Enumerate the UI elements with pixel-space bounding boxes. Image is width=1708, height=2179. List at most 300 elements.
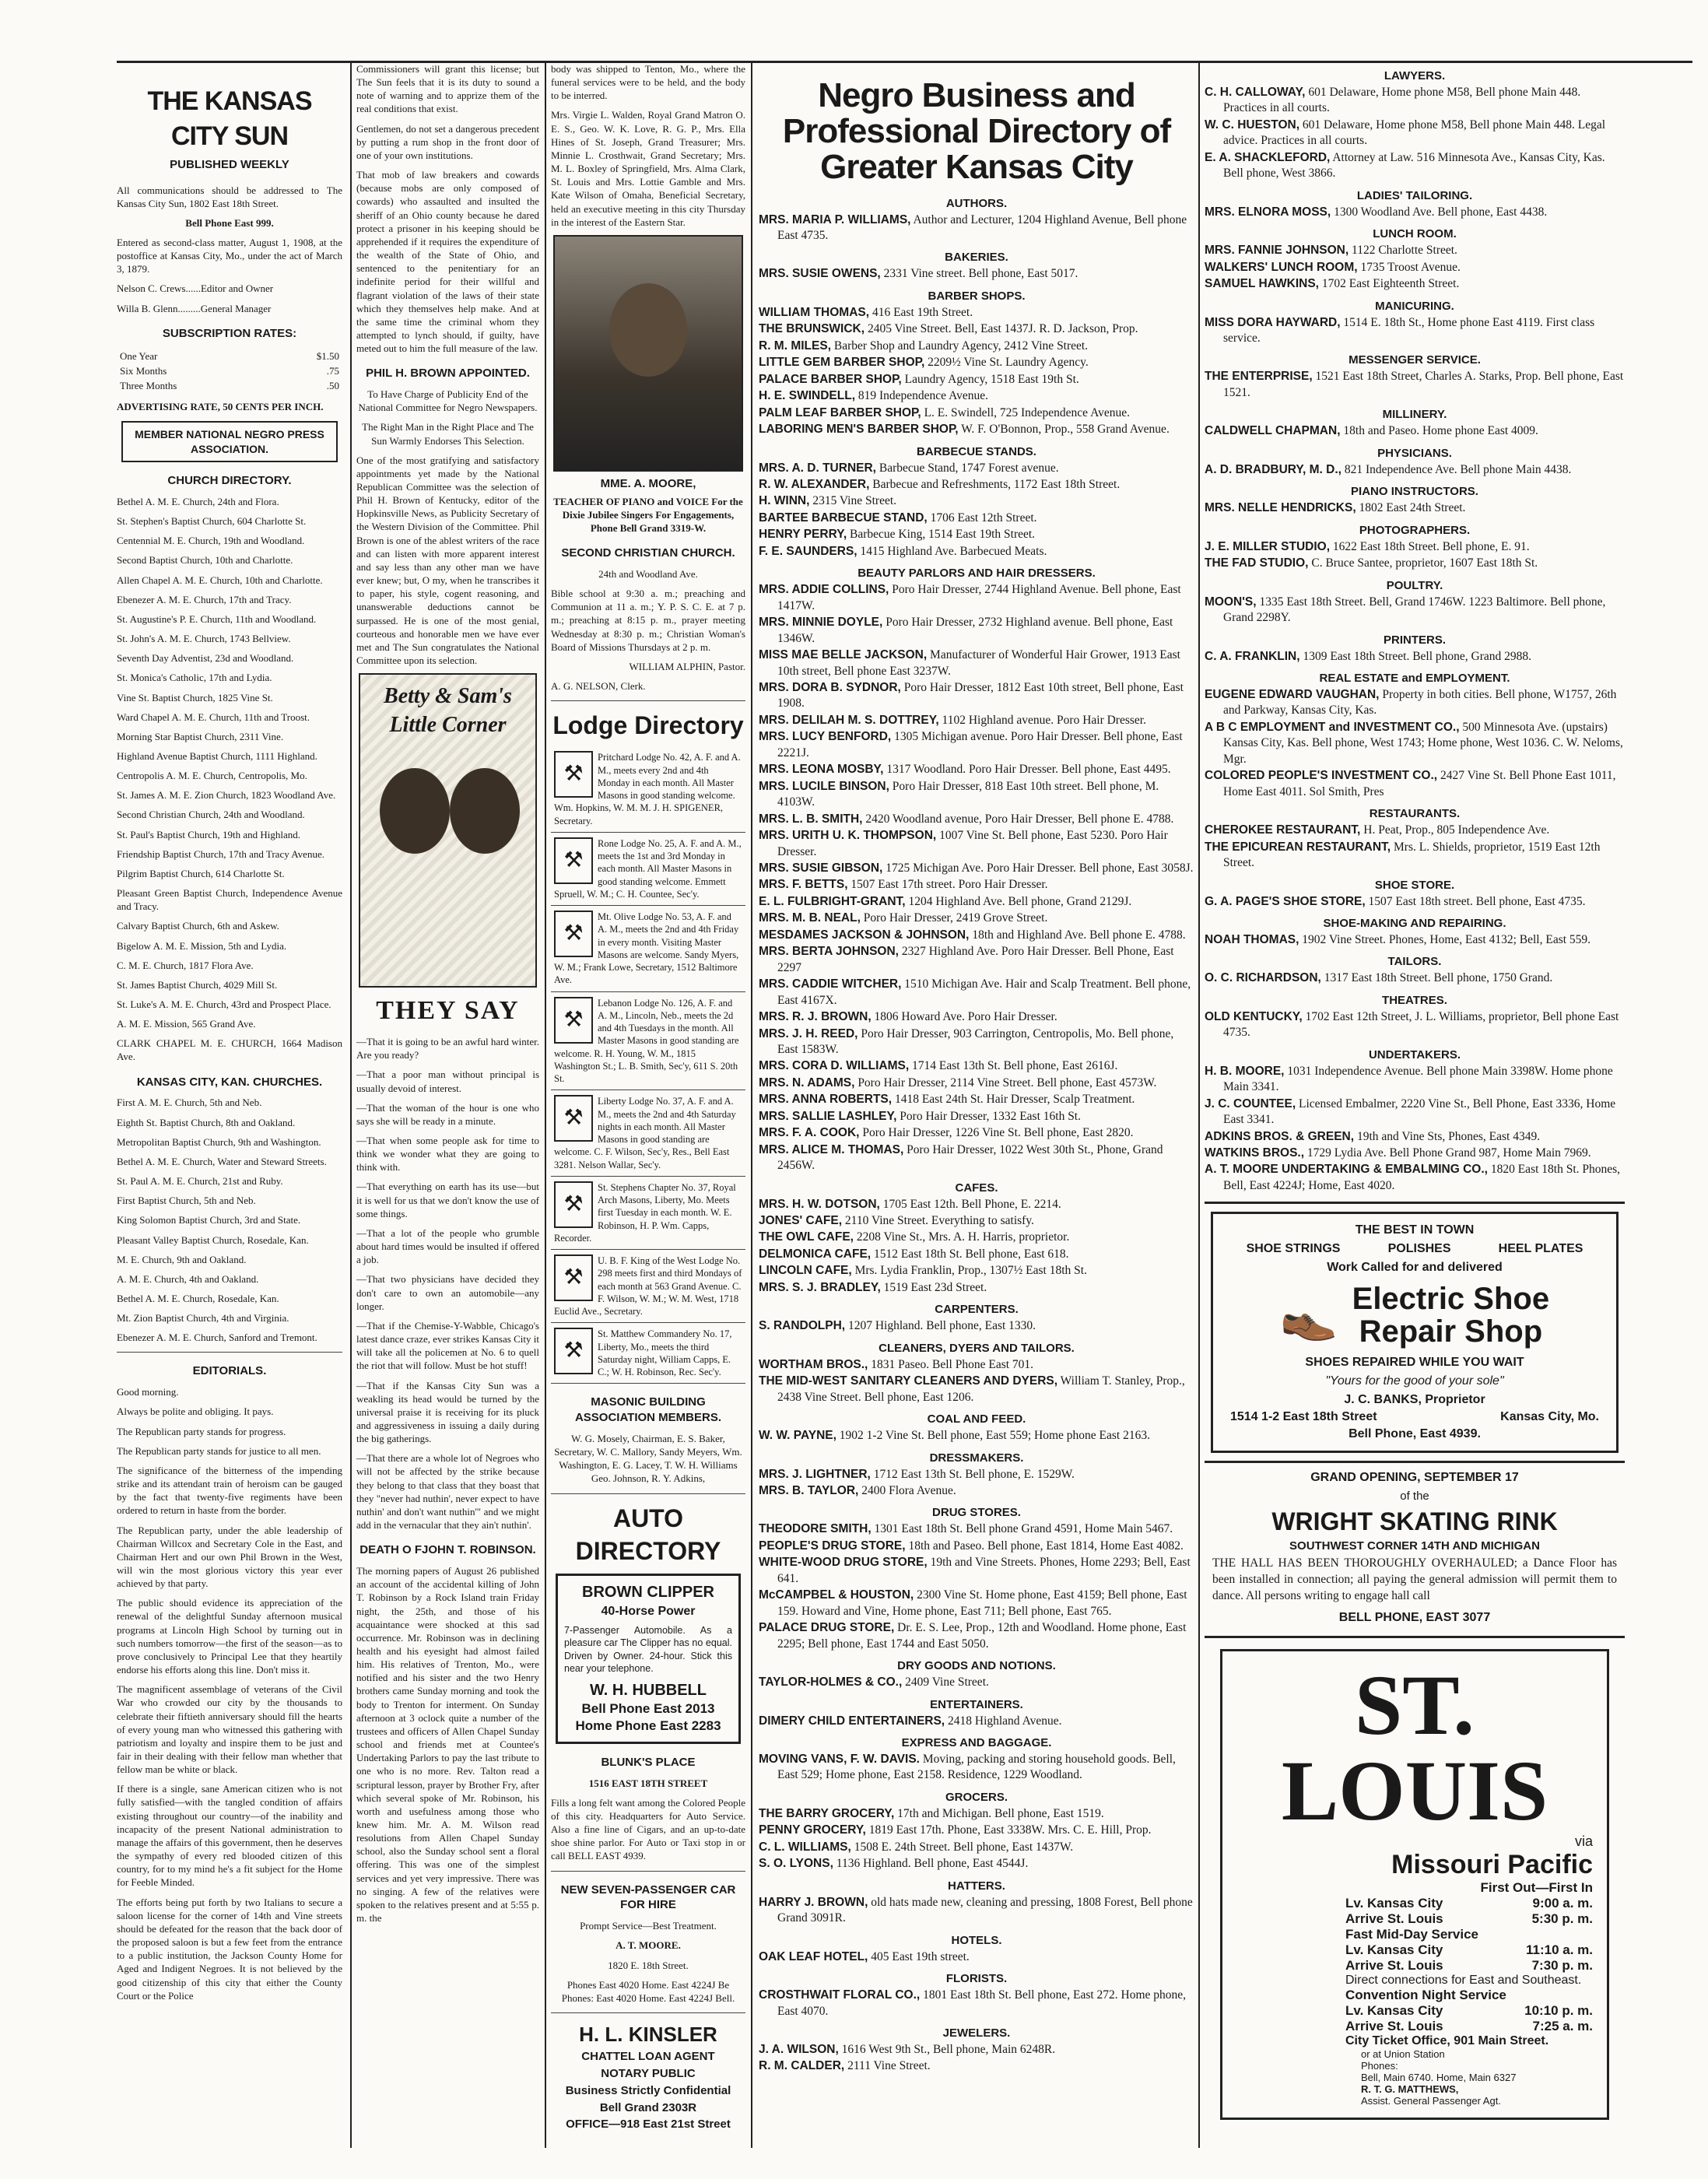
directory-entry bbox=[759, 321, 1194, 337]
entry-detail: 17th and Michigan. Bell phone, East 1519. bbox=[894, 1806, 1104, 1820]
entry-detail: 1702 East 12th Street, J. L. Williams, proprietor, Bell phone East 4735. bbox=[1223, 1009, 1619, 1040]
pastor: WILLIAM ALPHIN, Pastor. bbox=[629, 660, 745, 672]
appoint-body: One of the most gratifying and satisfactory appointments yet made by the National Republican Committee was the selection of Phil H. Brown of Kentucky, editor of the Hopkinsville News, as Publicity Secretary of the Western Division of the Committee. Phil Brown is one of the ablest writers of the race and can listen with more apparent interest and say less than any other man we have ever knew; but, O my, when he transcribes it to paper, his style, cogent reasoning, and unanswerable deductions cannot be surpassed. He is one of the most genial, courteous and honorable men we have ever met and The Sun congratulates the National Committee upon its selection. bbox=[356, 454, 539, 667]
lodge-entry bbox=[551, 746, 745, 833]
entry-detail: Dr. E. S. Lee, Prop., 12th and Woodland. Home phone, East 2295; Bell phone, East 1744 and East 5050. bbox=[777, 1621, 1187, 1651]
directory-category: BARBER SHOPS. bbox=[928, 289, 1026, 303]
directory-entry bbox=[759, 1374, 1194, 1405]
church-item: Allen Chapel A. M. E. Church, 10th and Charlotte. bbox=[117, 574, 323, 586]
shoe-repaired: SHOES REPAIRED WHILE YOU WAIT bbox=[1305, 1356, 1524, 1370]
they-say-list bbox=[356, 1035, 539, 1532]
entry-name: SAMUEL HAWKINS, bbox=[1205, 277, 1319, 291]
rink-corner: SOUTHWEST CORNER 14TH AND MICHIGAN bbox=[1289, 1539, 1540, 1553]
entry-detail: Mrs. L. Shields, proprietor, 1519 East 12th Street. bbox=[1223, 840, 1601, 870]
entry-name: MRS. CADDIE WITCHER, bbox=[759, 977, 902, 991]
entry-detail: Barbecue Stand, 1747 Forest avenue. bbox=[875, 461, 1059, 475]
schedule-time: 7:25 a. m. bbox=[1532, 2019, 1593, 2034]
masonic-emblem-icon: ⚒ bbox=[554, 1095, 593, 1142]
mopac-note: Direct connections for East and Southeast. bbox=[1345, 1974, 1582, 1988]
directory-entry bbox=[759, 1318, 1194, 1334]
column-rule bbox=[350, 62, 352, 2148]
column-3 bbox=[551, 62, 745, 2134]
directory-category: EXPRESS AND BAGGAGE. bbox=[901, 1736, 1052, 1749]
entry-name: C. H. CALLOWAY, bbox=[1205, 86, 1306, 99]
entry-name: PEOPLE'S DRUG STORE, bbox=[759, 1539, 906, 1553]
entry-name: MRS. B. TAYLOR, bbox=[759, 1484, 859, 1498]
entry-name: MRS. SUSIE OWENS, bbox=[759, 267, 881, 281]
they-say-item: —That two physicians have decided they don't care to own an automobile—any longer. bbox=[356, 1273, 539, 1312]
directory-entry bbox=[759, 2042, 1194, 2058]
entry-detail: C. Bruce Santee, proprietor, 1607 East 18th St. bbox=[1308, 556, 1538, 570]
shoe-motto: "Yours for the good of your sole" bbox=[1325, 1374, 1504, 1388]
entry-detail: Poro Hair Dresser, 2732 Highland avenue. Bell phone, East 1346W. bbox=[777, 616, 1173, 645]
directory-entry bbox=[1205, 423, 1625, 439]
directory-entry bbox=[1205, 556, 1625, 571]
they-say-item: —That it is going to be an awful hard winter. Are you ready? bbox=[356, 1036, 539, 1061]
schedule-label: Lv. Kansas City bbox=[1345, 2003, 1443, 2019]
missouri-pacific-ad bbox=[1220, 1649, 1609, 2120]
entry-detail: 1819 East 17th. Phone, East 3338W. Mrs. C. E. Hill, Prop. bbox=[865, 1823, 1152, 1837]
rink-open: GRAND OPENING, SEPTEMBER 17 bbox=[1310, 1471, 1519, 1485]
mopac-union: or at Union Station bbox=[1361, 2048, 1445, 2061]
entry-name: W. W. PAYNE, bbox=[759, 1429, 836, 1443]
directory-entry bbox=[1205, 260, 1625, 275]
second-christian-heading: SECOND CHRISTIAN CHURCH. bbox=[561, 546, 735, 560]
kinsler-bell: Bell Grand 2303R bbox=[599, 2100, 697, 2114]
entry-detail: L. E. Swindell, 725 Independence Avenue. bbox=[921, 405, 1131, 419]
kinsler-notary: NOTARY PUBLIC bbox=[601, 2067, 696, 2081]
rate-value: .75 bbox=[326, 364, 339, 377]
entry-detail: Poro Hair Dresser, 903 Carrington, Centropolis, Mo. Bell phone, East 1583W. bbox=[777, 1026, 1174, 1056]
directory-category: PHYSICIANS. bbox=[1377, 446, 1452, 460]
masonic-emblem-icon: ⚒ bbox=[554, 1181, 593, 1228]
entry-name: THE OWL CAFE, bbox=[759, 1230, 854, 1244]
staff-line: Nelson C. Crews......Editor and Owner bbox=[117, 282, 274, 295]
entry-detail: Barber Shop and Laundry Agency, 2412 Vine Street. bbox=[831, 339, 1089, 353]
directory-category: BARBECUE STANDS. bbox=[917, 444, 1036, 458]
column-masthead bbox=[117, 62, 342, 2009]
entry-name: MRS. LUCILE BINSON, bbox=[759, 779, 889, 793]
entry-detail: 416 East 19th Street. bbox=[869, 305, 973, 319]
entry-name: MRS. N. ADAMS, bbox=[759, 1075, 855, 1090]
entry-name: F. E. SAUNDERS, bbox=[759, 544, 858, 558]
directory-entry bbox=[759, 1467, 1194, 1482]
directory-entry bbox=[759, 762, 1194, 777]
moore-body: Prompt Service—Best Treatment. bbox=[580, 1920, 717, 1932]
directory-entry bbox=[759, 828, 1194, 860]
entry-detail: 821 Independence Ave. Bell phone Main 4438. bbox=[1341, 462, 1572, 476]
entry-name: H. E. SWINDELL, bbox=[759, 389, 855, 403]
directory-entry bbox=[759, 527, 1194, 542]
entry-name: MRS. L. B. SMITH, bbox=[759, 812, 863, 826]
entry-name: A. T. MOORE UNDERTAKING & EMBALMING CO., bbox=[1205, 1163, 1488, 1177]
entry-detail: Poro Hair Dresser, 1332 East 16th St. bbox=[896, 1109, 1081, 1123]
directory-entry bbox=[1205, 243, 1625, 258]
directory-entry bbox=[1205, 315, 1625, 347]
they-say-item: —That when some people ask for time to think we wonder what they are going to think with. bbox=[356, 1135, 539, 1174]
portrait-photo bbox=[553, 235, 743, 472]
entry-name: S. RANDOLPH, bbox=[759, 1319, 846, 1333]
entry-name: MRS. SUSIE GIBSON, bbox=[759, 861, 883, 875]
entry-name: WALKERS' LUNCH ROOM, bbox=[1205, 260, 1358, 274]
directory-entry bbox=[759, 1714, 1194, 1729]
rink-body: THE HALL HAS BEEN THOROUGHLY OVERHAULED; a Dance Floor has been installed in connection; all paying the general admission will permit them to dance. All persons writing to engage hall call bbox=[1212, 1556, 1617, 1603]
entry-name: O. C. RICHARDSON, bbox=[1205, 971, 1321, 985]
entered-note: Entered as second-class matter, August 1, 1908, at the postoffice at Kansas City, Mo., under the act of March 3, 1879. bbox=[117, 237, 342, 275]
entry-name: A. D. BRADBURY, M. D., bbox=[1205, 462, 1341, 476]
entry-name: LINCOLN CAFE, bbox=[759, 1264, 852, 1278]
directory-entry bbox=[759, 266, 1194, 282]
entry-detail: 2209½ Vine St. Laundry Agency. bbox=[924, 356, 1089, 370]
directory-entry bbox=[1205, 85, 1625, 117]
they-say-item: —That there are a whole lot of Negroes who will not be affected by the strike because they belong to that class that they boast that they "never had nuthin', never expect to have nuthin' and don't want nuthin'" and we might add in the vernacular that they ain't nuthin'. bbox=[356, 1452, 539, 1532]
church-item: Morning Star Baptist Church, 2311 Vine. bbox=[117, 730, 284, 742]
directory-category: DRY GOODS AND NOTIONS. bbox=[897, 1659, 1056, 1673]
kck-church-item: St. Paul A. M. E. Church, 21st and Ruby. bbox=[117, 1175, 283, 1188]
entry-name: MRS. J. H. REED, bbox=[759, 1026, 858, 1040]
church-item: Ward Chapel A. M. E. Church, 11th and Troost. bbox=[117, 711, 310, 723]
entry-name: THE BRUNSWICK, bbox=[759, 322, 865, 336]
lodge-text: Lebanon Lodge No. 126, A. F. and A. M., Lincoln, Neb., meets the 2d and 4th Tuesdays in the month. All Master Masons in good standing are welcome. R. H. Young, W. M., 1815 Washington St.; L. B. Smith, Sec'y, 611 S. 20th St. bbox=[554, 997, 739, 1085]
directory-entry bbox=[1205, 687, 1625, 719]
entry-name: MISS DORA HAYWARD, bbox=[1205, 315, 1341, 329]
entry-name: MRS. URITH U. K. THOMPSON, bbox=[759, 829, 937, 843]
directory-entry bbox=[759, 1521, 1194, 1537]
directory-entry bbox=[1205, 823, 1625, 838]
directory-category: LADIES' TAILORING. bbox=[1356, 188, 1473, 202]
entry-detail: William T. Stanley, Prop., 2438 Vine Street. Bell phone, East 1206. bbox=[777, 1374, 1185, 1404]
entry-name: OLD KENTUCKY, bbox=[1205, 1009, 1303, 1023]
kck-heading: KANSAS CITY, KAN. CHURCHES. bbox=[136, 1075, 323, 1089]
blunk-address: 1516 EAST 18TH STREET bbox=[588, 1777, 708, 1789]
entry-name: W. C. HUESTON, bbox=[1205, 118, 1300, 132]
kck-church-item: Ebenezer A. M. E. Church, Sanford and Tremont. bbox=[117, 1332, 317, 1344]
schedule-label: Arrive St. Louis bbox=[1345, 1958, 1443, 1974]
kck-church-item: M. E. Church, 9th and Oakland. bbox=[117, 1253, 247, 1265]
church-item: St. Paul's Baptist Church, 19th and Highland. bbox=[117, 828, 300, 840]
entry-detail: 2315 Vine Street. bbox=[809, 494, 897, 508]
directory-entry bbox=[759, 1026, 1194, 1058]
entry-detail: 2300 Vine St. Home phone, East 4159; Bell phone, East 159. Howard and Vine, Home phone, East 711; Bell phone, East 765. bbox=[777, 1588, 1187, 1618]
masonic-emblem-icon: ⚒ bbox=[554, 1328, 593, 1374]
staff-line: Willa B. Glenn.........General Manager bbox=[117, 302, 272, 314]
directory-entry bbox=[759, 1058, 1194, 1074]
entry-name: MRS. F. BETTS, bbox=[759, 878, 848, 892]
they-say-item: —That if the Kansas City Sun was a weakling its head would be turned by the universal praise it is receiving for its pluck and aggressiveness in issuing a daily during the big gatherings. bbox=[356, 1379, 539, 1445]
entry-name: MRS. DORA B. SYDNOR, bbox=[759, 680, 901, 694]
entry-detail: 1801 East 18th St. Bell phone, East 272. Home phone, East 4070. bbox=[777, 1988, 1187, 2018]
entry-detail: Poro Hair Dresser, 2114 Vine Street. Bell phone, East 4573W. bbox=[854, 1075, 1157, 1090]
church-item: St. Monica's Catholic, 17th and Lydia. bbox=[117, 672, 272, 684]
lodge-entry bbox=[551, 1177, 745, 1250]
entry-detail: 819 Independence Avenue. bbox=[855, 389, 989, 403]
directory-entry bbox=[759, 1230, 1194, 1245]
directory-entry bbox=[759, 680, 1194, 712]
lodge-entry bbox=[551, 1323, 745, 1384]
editorial-paragraph: The efforts being put forth by two Italians to secure a saloon license for the corner of 14th and Vine streets should be defeated for the reason that the back door of the proposed saloon is but a few feet from the entrance to a public institution, the Jackson County Home for Aged and Indigent Negroes. It is not believed by the good citizenship of this city that either the County Court or the Police bbox=[117, 1896, 342, 2002]
editorial-paragraph: Always be polite and obliging. It pays. bbox=[117, 1405, 274, 1418]
photo-sub: TEACHER OF PIANO and VOICE For the Dixie Jubilee Singers For Engagements, Phone Bell Grand 3319-W. bbox=[553, 495, 743, 534]
entry-name: THE FAD STUDIO, bbox=[1205, 556, 1309, 570]
schedule-row bbox=[1345, 1958, 1593, 1974]
entry-detail: 1204 Highland Ave. Bell phone, Grand 2129J. bbox=[905, 894, 1132, 908]
entry-name: MRS. S. J. BRADLEY, bbox=[759, 1280, 881, 1294]
lodge-directory-heading: Lodge Directory bbox=[552, 711, 744, 740]
auto-directory-heading: AUTO DIRECTORY bbox=[575, 1504, 721, 1565]
they-say-item: —That everything on earth has its use—but it is well for us that we don't know the use of some things. bbox=[356, 1181, 539, 1219]
shoe-addr: 1514 1-2 East 18th Street bbox=[1230, 1410, 1377, 1424]
mopac-schedule-2 bbox=[1345, 2003, 1593, 2034]
directory-entry bbox=[1205, 462, 1625, 478]
entry-detail: 1714 East 13th St. Bell phone, East 2616J. bbox=[909, 1059, 1118, 1073]
entry-detail: 1507 East 17th street. Poro Hair Dresser. bbox=[847, 878, 1048, 892]
church-item: St. Luke's A. M. E. Church, 43rd and Prospect Place. bbox=[117, 998, 331, 1011]
directory-entry bbox=[759, 1213, 1194, 1229]
directory-entry bbox=[1205, 539, 1625, 555]
appoint-sub: To Have Charge of Publicity End of the National Committee for Negro Newspapers. bbox=[358, 388, 538, 414]
they-say-item: —That a poor man without principal is usually devoid of interest. bbox=[356, 1068, 539, 1094]
entry-name: R. W. ALEXANDER, bbox=[759, 478, 870, 491]
entry-name: JONES' CAFE, bbox=[759, 1214, 843, 1228]
directory-entry bbox=[759, 729, 1194, 761]
rate-value: $1.50 bbox=[316, 349, 339, 362]
entry-detail: 1507 East 18th street. Bell phone, East 4735. bbox=[1365, 894, 1586, 908]
lodge-text: St. Matthew Commandery No. 17, Liberty, Mo., meets the third Saturday night, William Capps, E. C.; W. H. Robinson, Rec. Sec'y. bbox=[598, 1328, 732, 1378]
directory-entry bbox=[759, 1988, 1194, 2019]
directory-category: PIANO INSTRUCTORS. bbox=[1351, 485, 1478, 499]
directory-entry bbox=[759, 1263, 1194, 1279]
directory-entries bbox=[759, 197, 1194, 2075]
schedule-label: Arrive St. Louis bbox=[1345, 1911, 1443, 1927]
directory-entry bbox=[759, 944, 1194, 976]
directory-entry bbox=[759, 355, 1194, 370]
entry-detail: Property in both cities. Bell phone, W1757, 26th and Parkway, Kansas City, Kas. bbox=[1223, 687, 1617, 718]
entry-detail: 1305 Michigan avenue. Poro Hair Dresser. Bell phone, East 2221J. bbox=[777, 730, 1183, 760]
column-rule bbox=[545, 62, 546, 2148]
entry-detail: 1725 Michigan Ave. Poro Hair Dresser. Bell phone, East 3058J. bbox=[882, 861, 1194, 875]
shoe-repair-ad bbox=[1211, 1212, 1619, 1453]
entry-name: PENNY GROCERY, bbox=[759, 1823, 866, 1837]
hubbell-phone-2: Home Phone East 2283 bbox=[575, 1718, 721, 1734]
shoe-phone: Bell Phone, East 4939. bbox=[1349, 1427, 1481, 1441]
directory-entry bbox=[759, 1539, 1194, 1554]
column-rule bbox=[1198, 62, 1200, 2148]
lodge-text: Mt. Olive Lodge No. 53, A. F. and A. M., meets the 2nd and 4th Friday in every month. Visiting Master Masons are welcome. Sandy Myers, W. M.; Frank Lowe, Secretary, 1512 Baltimore Ave. bbox=[554, 911, 739, 986]
directory-category: MESSENGER SERVICE. bbox=[1349, 353, 1481, 367]
directory-entry bbox=[759, 1125, 1194, 1141]
directory-entry bbox=[759, 1806, 1194, 1822]
column-5 bbox=[1205, 62, 1625, 2131]
directory-entry bbox=[1205, 1162, 1625, 1194]
entry-name: THE EPICUREAN RESTAURANT, bbox=[1205, 840, 1391, 854]
directory-entry bbox=[1205, 1009, 1625, 1041]
brown-clipper-ad bbox=[556, 1574, 741, 1744]
entry-detail: Laundry Agency, 1518 East 19th St. bbox=[901, 372, 1079, 386]
masonic-emblem-icon: ⚒ bbox=[554, 751, 593, 798]
entry-detail: 1705 East 12th. Bell Phone, E. 2214. bbox=[879, 1197, 1061, 1211]
kck-church-item: Metropolitan Baptist Church, 9th and Washington. bbox=[117, 1135, 321, 1148]
entry-name: THE MID-WEST SANITARY CLEANERS AND DYERS, bbox=[759, 1374, 1058, 1388]
directory-category: DRESSMAKERS. bbox=[929, 1451, 1024, 1465]
moore-phones: Phones East 4020 Home. East 4224J Be Phones: East 4020 Home. East 4224J Bell. bbox=[561, 1978, 735, 2004]
entry-detail: Poro Hair Dresser, 2419 Grove Street. bbox=[860, 911, 1048, 925]
kck-church-item: A. M. E. Church, 4th and Oakland. bbox=[117, 1272, 259, 1285]
shoe-prop: J. C. BANKS, Proprietor bbox=[1344, 1393, 1485, 1407]
col2-paragraph: That mob of law breakers and cowards (because mobs are only composed of cowards) who assaulted and insulted the sheriff of an Ohio county because he dared protect a prisoner in his keeping should be apprehended if it requires the expenditure of the wealth of the State of Ohio, and sentenced to the penitentiary for an indefinite period for their willful and flagrant violation of the laws of their state which they themselves help make. And at the same time the criminal whom they attempted to lynch should, if guilty, have meted out to him the full measure of the law. bbox=[356, 169, 539, 355]
entry-detail: 1508 E. 24th Street. Bell phone, East 1437W. bbox=[850, 1840, 1074, 1854]
entry-detail: 1802 East 24th Street. bbox=[1356, 501, 1466, 515]
entry-detail: Attorney at Law. 516 Minnesota Ave., Kansas City, Kas. Bell phone, West 3866. bbox=[1223, 150, 1605, 181]
col3-paragraph: Mrs. Virgie L. Walden, Royal Grand Matron O. E. S., Geo. W. K. Love, R. G. P., Mrs. Ella Hines of St. Joseph, Grand Treasurer; Mrs. Minnie L. Crosthwait, Grand Secretary; Mrs. M. L. Boxley of Springfield, Mrs. Alma Clark, St. Louis and Mrs. Lottie Gamble and Mrs. Kate Wilson of Omaha, Beneficial Secretary, held an executive meeting in this city Thursday in the interest of the Eastern Star. bbox=[551, 109, 745, 228]
entry-detail: 1122 Charlotte Street. bbox=[1349, 244, 1457, 258]
schedule-row bbox=[1345, 2019, 1593, 2034]
church-item: St. Stephen's Baptist Church, 604 Charlotte St. bbox=[117, 515, 307, 528]
entry-detail: 1806 Howard Ave. Poro Hair Dresser. bbox=[871, 1010, 1057, 1024]
mopac-via: via bbox=[1574, 1833, 1593, 1850]
entry-name: MRS. H. W. DOTSON, bbox=[759, 1197, 880, 1211]
directory-category: SHOE-MAKING AND REPAIRING. bbox=[1323, 916, 1506, 930]
photo-caption: MME. A. MOORE, bbox=[600, 476, 696, 490]
lodge-text: Liberty Lodge No. 37, A. F. and A. M., meets the 2nd and 4th Saturday nights in each month. All Master Masons in good standing are welcome. C. F. Wilson, Sec'y, Res., Bell East 3281. Nelson Wallar, Sec'y. bbox=[554, 1096, 736, 1170]
entry-name: OAK LEAF HOTEL, bbox=[759, 1949, 868, 1963]
entry-detail: 2418 Highland Avenue. bbox=[945, 1714, 1062, 1728]
directory-category: THEATRES. bbox=[1382, 993, 1447, 1007]
directory-entry bbox=[759, 305, 1194, 321]
skating-rink-ad bbox=[1205, 1471, 1625, 1625]
directory-entry bbox=[759, 877, 1194, 893]
entry-name: MRS. A. D. TURNER, bbox=[759, 461, 876, 475]
directory-entry bbox=[759, 911, 1194, 926]
directory-entry bbox=[759, 1357, 1194, 1373]
church-item: Bigelow A. M. E. Mission, 5th and Lydia. bbox=[117, 939, 287, 952]
death-heading: DEATH O FJOHN T. ROBINSON. bbox=[359, 1543, 536, 1557]
entry-name: C. A. FRANKLIN, bbox=[1205, 649, 1300, 663]
editorials-heading: EDITORIALS. bbox=[192, 1364, 267, 1378]
phone-note: Bell Phone East 999. bbox=[185, 216, 274, 229]
entry-detail: 2427 Vine St. Bell Phone East 1011, Home East 4011. Sol Smith, Pres bbox=[1223, 769, 1616, 798]
rate-row bbox=[118, 349, 341, 363]
entry-detail: Author and Lecturer, 1204 Highland Avenue, Bell phone East 4735. bbox=[777, 212, 1187, 243]
directory-entry bbox=[759, 1280, 1194, 1296]
schedule-time: 9:00 a. m. bbox=[1532, 1896, 1593, 1911]
editorial-paragraph: The public should evidence its appreciation of the renewal of the delightful Sunday afternoon musical programs at Lincoln High School by turning out in such numbers tomorrow—the first of the season—as to prove conclusively to Principal Lee that they heartily endorse his efforts along this line. Don't miss it. bbox=[117, 1597, 342, 1676]
entry-name: MRS. MINNIE DOYLE, bbox=[759, 616, 883, 630]
entry-name: E. L. FULBRIGHT-GRANT, bbox=[759, 894, 906, 908]
shoe-items bbox=[1222, 1242, 1607, 1256]
masthead-subtitle: PUBLISHED WEEKLY bbox=[170, 157, 289, 171]
directory-entry bbox=[759, 1752, 1194, 1784]
entry-detail: 1007 Vine St. Bell phone, East 5230. Poro Hair Dresser. bbox=[777, 829, 1168, 858]
entry-name: CROSTHWAIT FLORAL CO., bbox=[759, 1988, 921, 2002]
directory-entry bbox=[759, 1620, 1194, 1652]
entry-detail: 1415 Highland Ave. Barbecued Meats. bbox=[857, 544, 1047, 558]
church-item: Vine St. Baptist Church, 1825 Vine St. bbox=[117, 691, 273, 704]
kck-church-item: Bethel A. M. E. Church, Rosedale, Kan. bbox=[117, 1293, 279, 1304]
entry-detail: H. Peat, Prop., 805 Independence Ave. bbox=[1360, 823, 1550, 837]
directory-entry bbox=[1205, 1064, 1625, 1096]
entry-detail: 1706 East 12th Street. bbox=[927, 511, 1037, 525]
entry-detail: Mrs. Lydia Franklin, Prop., 1307½ East 18th St. bbox=[851, 1264, 1087, 1278]
directory-category: UNDERTAKERS. bbox=[1368, 1047, 1461, 1061]
entry-name: A B C EMPLOYMENT and INVESTMENT CO., bbox=[1205, 720, 1460, 734]
directory-entry bbox=[759, 1092, 1194, 1107]
entry-detail: 2111 Vine Street. bbox=[844, 2059, 931, 2073]
directory-entries-continued bbox=[1205, 69, 1625, 1194]
church-item: Centennial M. E. Church, 19th and Woodland. bbox=[117, 535, 305, 547]
editorial-paragraph: The Republican party stands for progress. bbox=[117, 1425, 286, 1437]
entry-detail: 2208 Vine St., Mrs. A. H. Harris, proprietor. bbox=[854, 1230, 1070, 1244]
entry-name: MESDAMES JACKSON & JOHNSON, bbox=[759, 928, 970, 942]
kinsler-sub: CHATTEL LOAN AGENT bbox=[581, 2050, 715, 2064]
directory-entry bbox=[1205, 840, 1625, 872]
directory-entry bbox=[759, 779, 1194, 811]
directory-entry bbox=[759, 1483, 1194, 1499]
directory-entry bbox=[759, 544, 1194, 560]
shoe-title-2: Repair Shop bbox=[1359, 1314, 1543, 1349]
rink-phone: BELL PHONE, EAST 3077 bbox=[1338, 1611, 1491, 1625]
directory-entry bbox=[759, 1840, 1194, 1855]
directory-title: Negro Business and Professional Directory of Greater Kansas City bbox=[782, 76, 1171, 187]
directory-entry bbox=[759, 1142, 1194, 1174]
directory-entry bbox=[1205, 649, 1625, 665]
entry-detail: Licensed Embalmer, 2220 Vine St., Bell Phone, East 3336, Home East 3341. bbox=[1223, 1097, 1616, 1127]
entry-name: MRS. ANNA ROBERTS, bbox=[759, 1093, 893, 1107]
lodge-entry bbox=[551, 833, 745, 906]
entry-detail: 1514 E. 18th St., Home phone East 4119. First class service. bbox=[1223, 315, 1595, 345]
directory-category: GROCERS. bbox=[945, 1790, 1008, 1804]
entry-detail: 2420 Woodland avenue, Poro Hair Dresser, Bell phone E. 4788. bbox=[862, 812, 1174, 826]
directory-category: COAL AND FEED. bbox=[927, 1412, 1026, 1426]
entry-name: MRS. F. A. COOK, bbox=[759, 1126, 860, 1140]
directory-entry bbox=[759, 422, 1194, 437]
directory-entry bbox=[759, 493, 1194, 509]
schedule-row bbox=[1345, 1927, 1593, 1942]
entry-detail: 1831 Paseo. Bell Phone East 701. bbox=[868, 1357, 1034, 1371]
entry-name: MOVING VANS, F. W. DAVIS. bbox=[759, 1753, 920, 1766]
entry-name: MRS. LUCY BENFORD, bbox=[759, 730, 892, 744]
entry-detail: Barbecue and Refreshments, 1172 East 18th Street. bbox=[869, 478, 1121, 491]
advertising-rate: ADVERTISING RATE, 50 CENTS PER INCH. bbox=[117, 401, 324, 413]
entry-detail: Moving, packing and storing household goods. Bell, East 529; Home phone, East 2158. Residence, 1229 Woodland. bbox=[777, 1753, 1176, 1782]
entry-name: PALACE BARBER SHOP, bbox=[759, 372, 902, 386]
lodge-list bbox=[551, 746, 745, 1384]
directory-entry bbox=[1205, 276, 1625, 292]
rink-name: WRIGHT SKATING RINK bbox=[1271, 1507, 1558, 1536]
entry-detail: 1622 East 18th Street. Bell phone, E. 91. bbox=[1330, 539, 1530, 553]
directory-category: CAFES. bbox=[955, 1181, 998, 1195]
lodge-entry bbox=[551, 1090, 745, 1177]
masonic-emblem-icon: ⚒ bbox=[554, 1254, 593, 1301]
schedule-time: 5:30 p. m. bbox=[1531, 1911, 1593, 1927]
directory-category: LAWYERS. bbox=[1384, 69, 1446, 82]
directory-category: HOTELS. bbox=[951, 1933, 1002, 1947]
entry-detail: Manufacturer of Wonderful Hair Grower, 1913 East 10th street, Bell phone East 3237W. bbox=[777, 648, 1180, 678]
directory-entry bbox=[759, 388, 1194, 404]
kck-church-list bbox=[117, 1096, 342, 1344]
masonic-emblem-icon: ⚒ bbox=[554, 997, 593, 1044]
directory-entry bbox=[1205, 205, 1625, 220]
entry-name: WILLIAM THOMAS, bbox=[759, 305, 870, 319]
column-rule bbox=[751, 62, 752, 2148]
entry-name: WORTHAM BROS., bbox=[759, 1357, 868, 1371]
entry-detail: 2331 Vine street. Bell phone, East 5017. bbox=[880, 267, 1078, 281]
directory-category: CARPENTERS. bbox=[935, 1303, 1019, 1317]
entry-detail: 18th and Paseo. Bell phone, East 1814, Home East 4082. bbox=[905, 1539, 1184, 1553]
directory-entry bbox=[1205, 595, 1625, 626]
church-item: Pilgrim Baptist Church, 614 Charlotte St. bbox=[117, 867, 285, 879]
church-item: Seventh Day Adventist, 23d and Woodland. bbox=[117, 652, 294, 665]
entry-detail: 1902 Vine Street. Phones, Home, East 4132; Bell, East 559. bbox=[1299, 932, 1591, 946]
